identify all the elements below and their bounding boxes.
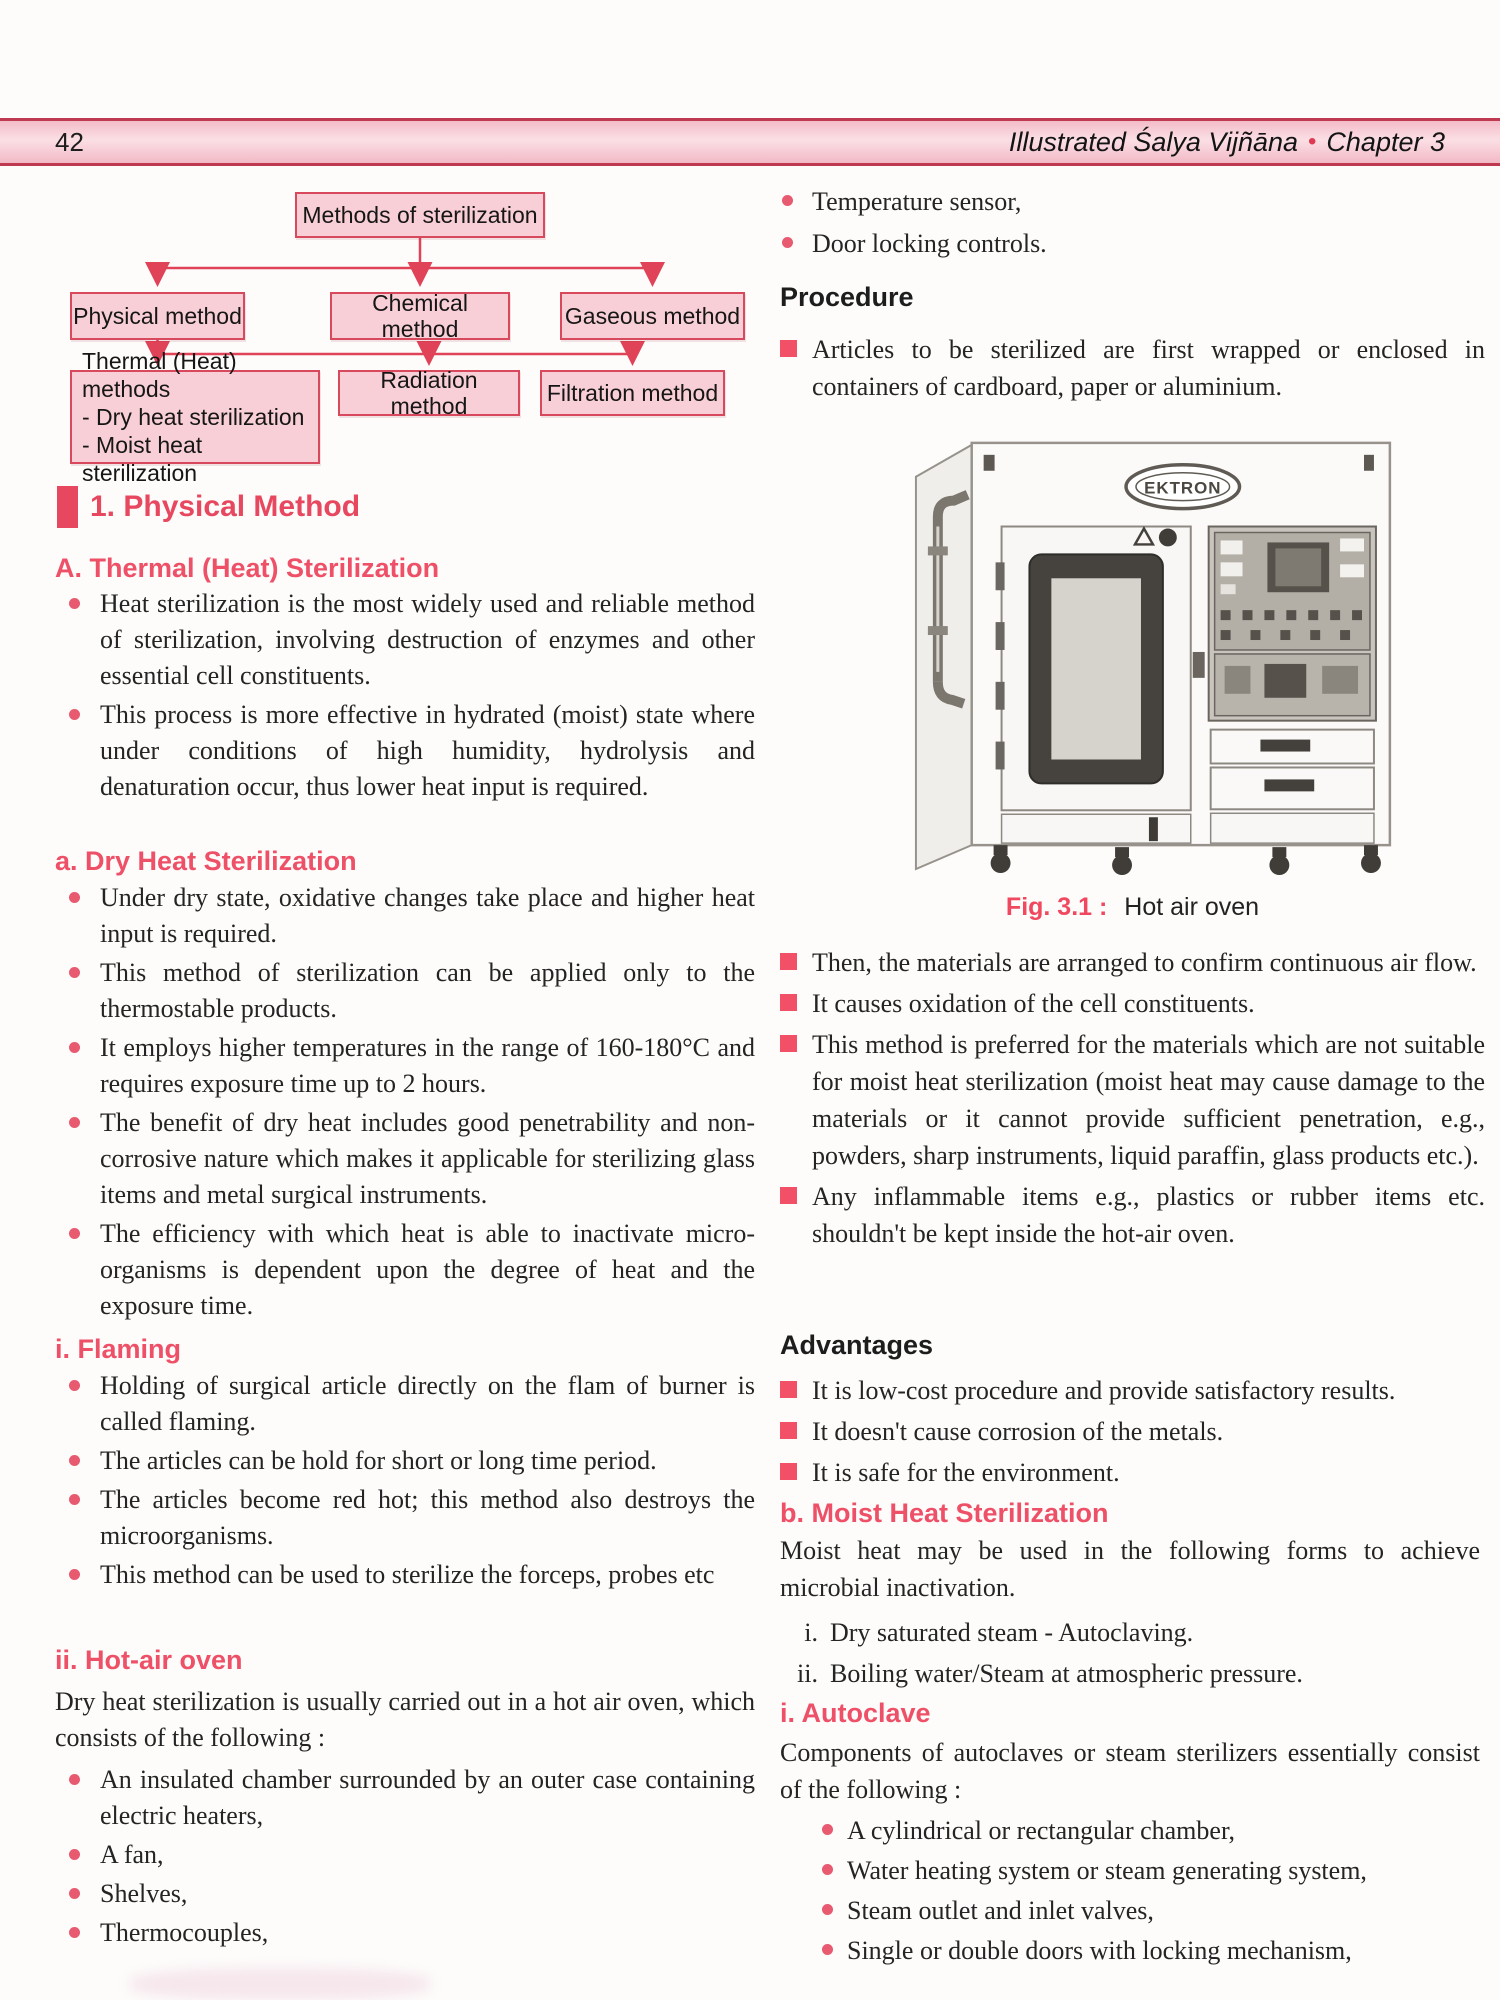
bullet-square-icon <box>780 953 797 970</box>
book-title: Illustrated Śalya Vijñāna <box>1008 126 1299 157</box>
list-item-text: This method can be used to sterilize the forceps, probes etc <box>100 1560 715 1589</box>
bullet-dot-icon <box>822 1864 833 1875</box>
list-item-text: This method of sterilization can be applied only to the thermostable products. <box>100 958 755 1023</box>
flowchart-physical-box: Physical method <box>70 292 245 340</box>
bullet-dot-icon <box>69 709 80 720</box>
advantages-heading: Advantages <box>780 1330 934 1360</box>
page-header-band <box>0 118 1500 166</box>
list-item-text: The articles can be hold for short or long time period. <box>100 1446 657 1475</box>
door-latch <box>1192 652 1204 678</box>
oven-window-glass <box>1051 578 1141 759</box>
list-item <box>780 331 1485 405</box>
oven-control-panel <box>1208 527 1375 721</box>
oven-lower-panel <box>1001 814 1190 843</box>
list-item-text: The articles become red hot; this method also destroys the microorganisms. <box>100 1485 755 1550</box>
procedure-list <box>780 331 1485 405</box>
moist-forms-list <box>780 1614 1480 1692</box>
list-item-text: It is low-cost procedure and provide satisfactory results. <box>812 1376 1396 1405</box>
list-item-text: Boiling water/Steam at atmospheric pressure. <box>830 1659 1303 1688</box>
bullet-square-icon <box>780 1463 797 1480</box>
flowchart-gaseous-box: Gaseous method <box>560 292 745 340</box>
hot-air-oven-intro: Dry heat sterilization is usually carried out in a hot air oven, which consists of the following : <box>55 1687 755 1752</box>
autoclave-components-list <box>780 1812 1485 1969</box>
running-header <box>1009 127 1445 158</box>
bullet-dot-icon <box>822 1824 833 1835</box>
oven-features-list <box>780 183 1485 262</box>
subheading-flaming: i. Flaming <box>55 1334 182 1364</box>
list-item <box>55 586 755 694</box>
bullet-square-icon <box>780 340 797 357</box>
list-item-text: A fan, <box>100 1840 164 1869</box>
bullet-dot-icon <box>69 1569 80 1580</box>
flowchart-chemical-box: Chemical method <box>330 292 510 340</box>
list-item <box>780 944 1485 981</box>
list-item <box>780 183 1485 220</box>
flowchart-root-box: Methods of sterilization <box>295 192 545 238</box>
list-item <box>780 985 1485 1022</box>
list-item-text: Dry saturated steam - Autoclaving. <box>830 1618 1194 1647</box>
thermal-box-item: - Moist heat sterilization <box>82 432 203 486</box>
list-item <box>55 1876 755 1912</box>
bullet-square-icon <box>780 1381 797 1398</box>
oven-drawers <box>1210 730 1373 844</box>
list-item <box>780 1614 1480 1651</box>
list-item-text: Water heating system or steam generating system, <box>847 1856 1367 1885</box>
list-item-text: It employs higher temperatures in the range of 160-180°C and requires exposure time up to 2 hours. <box>100 1033 755 1098</box>
subheading-moist-heat: b. Moist Heat Sterilization <box>780 1498 1109 1528</box>
figure-caption-text: Hot air oven <box>1124 893 1260 921</box>
list-item <box>55 1557 755 1593</box>
scan-smudge <box>130 1968 430 2000</box>
list-item <box>55 1216 755 1324</box>
list-item-text: Any inflammable items e.g., plastics or rubber items etc. shouldn't be kept inside the hot-air oven. <box>812 1182 1485 1248</box>
flowchart-filtration-box: Filtration method <box>540 370 725 416</box>
list-item <box>780 1454 1485 1491</box>
bullet-dot-icon <box>69 1380 80 1391</box>
list-item-text: This process is more effective in hydrated (moist) state where under conditions of high humidity, hydrolysis and denaturation occur, thus lower heat input is required. <box>100 700 755 801</box>
bullet-dot-icon <box>69 1494 80 1505</box>
list-item-text: Heat sterilization is the most widely used and reliable method of sterilization, involving destruction of enzymes and other essential cell constituents. <box>100 589 755 690</box>
figure-caption-label: Fig. 3.1 : <box>1005 893 1108 921</box>
list-item-text: It doesn't cause corrosion of the metals. <box>812 1417 1224 1446</box>
bullet-square-icon <box>780 1187 797 1204</box>
bullet-square-icon <box>780 1035 797 1052</box>
oven-procedure-list <box>780 944 1485 1252</box>
thermal-bullet-list <box>55 586 755 805</box>
list-item-text: Single or double doors with locking mechanism, <box>847 1936 1352 1965</box>
bullet-square-icon <box>780 1422 797 1439</box>
thermal-box-item: - Dry heat sterilization <box>82 404 305 430</box>
list-item <box>780 1812 1485 1849</box>
list-item <box>780 1026 1485 1174</box>
list-item <box>780 225 1485 262</box>
bullet-dot-icon <box>69 598 80 609</box>
list-item-text: Under dry state, oxidative changes take place and higher heat input is required. <box>100 883 755 948</box>
hot-air-oven-drawing <box>853 415 1413 875</box>
bullet-dot-icon <box>782 237 793 248</box>
dry-heat-bullet-list <box>55 880 755 1324</box>
list-item-text: The efficiency with which heat is able to inactivate micro-organisms is dependent upon the degree of heat and the exposure time. <box>100 1219 755 1320</box>
list-item <box>780 1655 1480 1692</box>
list-item <box>55 1368 755 1440</box>
bullet-dot-icon <box>69 1455 80 1466</box>
list-item-text: Steam outlet and inlet valves, <box>847 1896 1154 1925</box>
bullet-dot-icon <box>69 1117 80 1128</box>
page-number: 42 <box>55 126 84 157</box>
bullet-dot-icon <box>69 1774 80 1785</box>
advantages-list <box>780 1372 1485 1491</box>
list-item <box>55 1105 755 1213</box>
list-item-text: Temperature sensor, <box>812 187 1022 216</box>
bullet-dot-icon <box>822 1944 833 1955</box>
list-item-text: Door locking controls. <box>812 229 1047 258</box>
list-item-text: A cylindrical or rectangular chamber, <box>847 1816 1236 1845</box>
bullet-dot-icon <box>69 1927 80 1938</box>
bullet-dot-icon <box>782 195 793 206</box>
moist-heat-intro: Moist heat may be used in the following forms to achieve microbial inactivation. <box>780 1536 1480 1602</box>
list-item <box>55 697 755 805</box>
header-separator-dot: • <box>1308 128 1317 155</box>
list-item-text: Then, the materials are arranged to confirm continuous air flow. <box>812 948 1477 977</box>
hot-air-oven-figure <box>780 415 1485 875</box>
list-item-text: This method is preferred for the materials which are not suitable for moist heat sterilization (moist heat may cause damage to the materials or it cannot provide sufficient penetration, e.g., powders, sharp instruments, liquid paraffin, glass products etc.). <box>812 1030 1485 1170</box>
figure-caption <box>780 893 1485 922</box>
list-item-text: Holding of surgical article directly on the flam of burner is called flaming. <box>100 1371 755 1436</box>
list-item-number: ii. <box>797 1659 818 1688</box>
ektron-badge <box>1126 465 1240 509</box>
bullet-dot-icon <box>69 1888 80 1899</box>
section-heading-text: 1. Physical Method <box>90 490 361 523</box>
list-item <box>780 1852 1485 1889</box>
list-item-text: Thermocouples, <box>100 1918 269 1947</box>
oven-brand-text: EKTRON <box>1143 478 1221 498</box>
bullet-square-icon <box>780 994 797 1011</box>
list-item <box>780 1892 1485 1929</box>
list-item <box>780 1372 1485 1409</box>
list-item <box>780 1178 1485 1252</box>
subheading-thermal-sterilization: A. Thermal (Heat) Sterilization <box>55 553 440 583</box>
list-item <box>55 1762 755 1834</box>
warning-circle-icon <box>1158 529 1176 547</box>
section-heading-physical-method <box>57 486 747 528</box>
oven-door <box>995 527 1204 811</box>
list-item-text: The benefit of dry heat includes good penetrability and non-corrosive nature which makes it applicable for sterilizing glass items and metal surgical instruments. <box>100 1108 755 1209</box>
flowchart-radiation-box: Radiation method <box>338 370 520 416</box>
list-item-text: Articles to be sterilized are first wrapped or enclosed in containers of cardboard, paper or aluminium. <box>812 335 1485 401</box>
list-item-text: Shelves, <box>100 1879 188 1908</box>
bullet-dot-icon <box>69 1849 80 1860</box>
subheading-dry-heat: a. Dry Heat Sterilization <box>55 846 357 876</box>
bullet-dot-icon <box>69 1228 80 1239</box>
list-item <box>55 880 755 952</box>
flaming-bullet-list <box>55 1368 755 1593</box>
list-item <box>55 1915 755 1951</box>
procedure-heading: Procedure <box>780 282 914 312</box>
list-item <box>55 955 755 1027</box>
list-item <box>55 1482 755 1554</box>
flowchart-thermal-box <box>70 348 320 486</box>
list-item-text: It is safe for the environment. <box>812 1458 1120 1487</box>
bullet-dot-icon <box>69 892 80 903</box>
autoclave-intro: Components of autoclaves or steam sterilizers essentially consist of the following : <box>780 1738 1480 1804</box>
list-item <box>55 1030 755 1102</box>
list-item <box>780 1413 1485 1450</box>
bullet-dot-icon <box>69 967 80 978</box>
sterilization-methods-flowchart <box>55 188 755 486</box>
hot-air-oven-components-list <box>55 1762 755 1951</box>
red-bar-icon <box>57 486 78 528</box>
bullet-dot-icon <box>69 1042 80 1053</box>
list-item <box>55 1837 755 1873</box>
subheading-hot-air-oven: ii. Hot-air oven <box>55 1645 243 1675</box>
list-item <box>780 1932 1485 1969</box>
list-item-text: An insulated chamber surrounded by an outer case containing electric heaters, <box>100 1765 755 1830</box>
list-item-number: i. <box>804 1618 818 1647</box>
chapter-label: Chapter 3 <box>1326 126 1445 157</box>
list-item-text: It causes oxidation of the cell constituents. <box>812 989 1255 1018</box>
thermal-box-title: Thermal (Heat) methods <box>82 348 237 402</box>
list-item <box>55 1443 755 1479</box>
oven-casters <box>990 845 1380 875</box>
bullet-dot-icon <box>822 1904 833 1915</box>
subheading-autoclave: i. Autoclave <box>780 1698 931 1728</box>
